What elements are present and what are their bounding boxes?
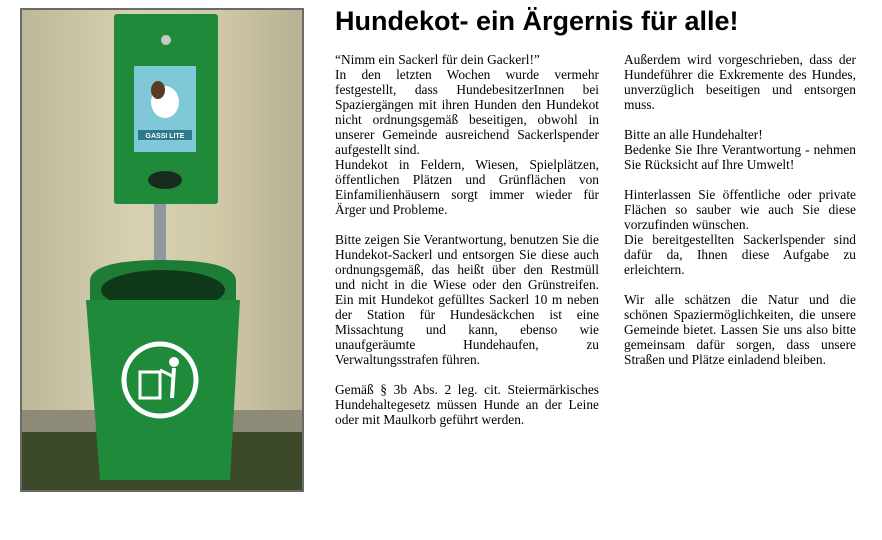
left-text-column [335, 52, 599, 427]
paragraph: Hinterlassen Sie öffentliche oder private Flächen so sauber wie auch Sie diese vorzufinden wünschen. [624, 187, 856, 232]
dog-waste-station-photo [20, 8, 304, 492]
paragraph: Bitte zeigen Sie Verantwortung, benutzen Sie die Hundekot-Sackerl und entsorgen Sie diese auch ordnungsgemäß, das heißt über den Restmüll und nicht in die Wiese oder den Grünstreifen. Ein mit Hundekot gefülltes Sackerl 10 m neben der Station für Hundesäckchen ist eine Missachtung und kann, ebenso wie unaufgeräumte Hundehaufen, zu Verwaltungsstrafen führen. [335, 232, 599, 367]
page-title: Hundekot- ein Ärgernis für alle! [335, 6, 739, 36]
spacer [624, 172, 856, 187]
spacer [335, 217, 599, 232]
waste-bin [86, 300, 240, 480]
sticker-label: GASSI LITE [145, 133, 185, 140]
bag-slot [148, 171, 182, 189]
paragraph: Bedenke Sie Ihre Verantwortung - nehmen Sie Rücksicht auf Ihre Umwelt! [624, 142, 856, 172]
spacer [624, 112, 856, 127]
dog-waste-station-illustration [22, 10, 302, 490]
paragraph-slogan: “Nimm ein Sackerl für dein Gackerl!” [335, 52, 540, 67]
paragraph: Die bereitgestellten Sackerlspender sind dafür da, Ihnen diese Aufgabe zu erleichtern. [624, 232, 856, 277]
spacer [624, 277, 856, 292]
spacer [335, 367, 599, 382]
paragraph: In den letzten Wochen wurde vermehr festgestellt, dass HundebesitzerInnen bei Spaziergängen mit ihren Hunden den Hundekot nicht ordnungsgemäß beseitigen, obwohl in unserer Gemeinde ausreichend Sackerlspender aufgestellt sind. [335, 67, 599, 157]
paragraph: Hundekot in Feldern, Wiesen, Spielplätzen, öffentlichen Plätzen und Grünflächen von Einfamilienhäusern sorgt immer wieder für Ärger und Probleme. [335, 157, 599, 217]
right-text-column [624, 52, 856, 367]
paragraph: Bitte an alle Hundehalter! [624, 127, 763, 142]
paragraph: Außerdem wird vorgeschrieben, dass der Hundeführer die Exkremente des Hundes, unverzüglich beseitigen und entsorgen muss. [624, 52, 856, 112]
paragraph: Gemäß § 3b Abs. 2 leg. cit. Steiermärkisches Hundehaltegesetz müssen Hunde an der Leine oder mit Maulkorb geführt werden. [335, 382, 599, 427]
lock-icon [161, 35, 171, 45]
paragraph: Wir alle schätzen die Natur und die schönen Spaziermöglichkeiten, die unsere Gemeinde bietet. Lassen Sie uns also bitte gemeinsam dafür sorgen, dass unsere Straßen und Plätze einladend bleiben. [624, 292, 856, 367]
